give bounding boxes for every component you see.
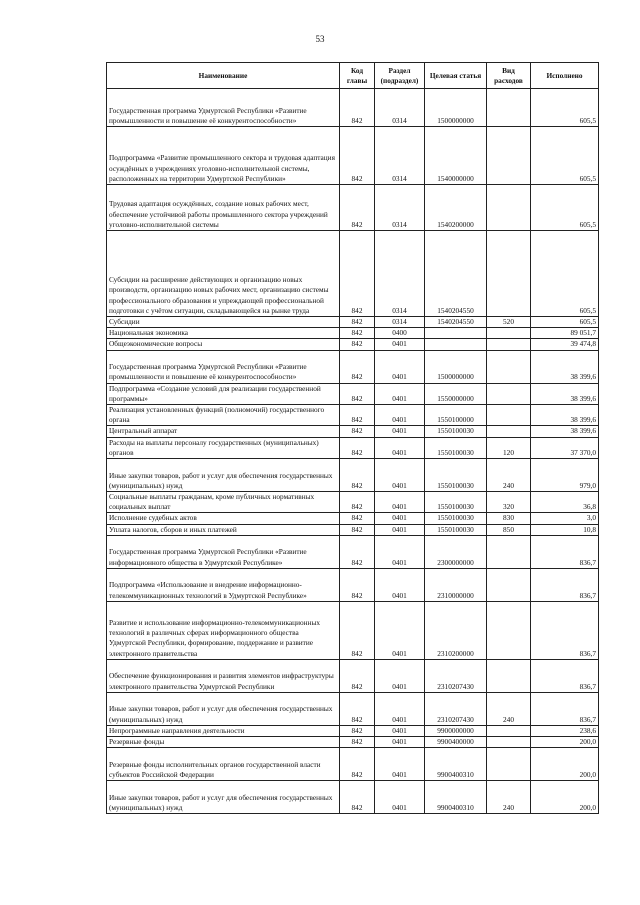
row-code: 842 — [340, 459, 375, 492]
row-executed: 10,8 — [531, 524, 599, 535]
row-section: 0314 — [375, 317, 425, 328]
row-target: 2310207430 — [425, 692, 487, 725]
row-code: 842 — [340, 328, 375, 339]
row-section: 0401 — [375, 524, 425, 535]
row-name: Развитие и использование информационно-телекоммуникационных технологий в различных сферах информационного общества Удмуртской Республики, формирование, поддержание и развитие электронного правительства — [107, 601, 340, 659]
row-expense-type — [487, 725, 531, 736]
row-target: 2300000000 — [425, 535, 487, 568]
table-row — [107, 659, 599, 692]
row-code: 842 — [340, 524, 375, 535]
row-expense-type — [487, 601, 531, 659]
table-row — [107, 339, 599, 350]
row-name: Подпрограмма «Создание условий для реализации государственной программы» — [107, 383, 340, 404]
header-target: Целевая статья — [425, 63, 487, 89]
row-target — [425, 339, 487, 350]
row-section: 0401 — [375, 737, 425, 748]
row-section: 0401 — [375, 568, 425, 601]
row-code: 842 — [340, 513, 375, 524]
row-name: Резервные фонды — [107, 737, 340, 748]
row-executed: 836,7 — [531, 601, 599, 659]
header-name: Наименование — [107, 63, 340, 89]
row-executed: 605,5 — [531, 231, 599, 317]
row-name: Обеспечение функционирования и развития элементов инфраструктуры электронного правительства Удмуртской Республики — [107, 659, 340, 692]
row-expense-type — [487, 659, 531, 692]
row-name: Иные закупки товаров, работ и услуг для обеспечения государственных (муниципальных) нужд — [107, 692, 340, 725]
row-executed: 836,7 — [531, 692, 599, 725]
row-section: 0401 — [375, 513, 425, 524]
table-row — [107, 350, 599, 383]
row-executed: 238,6 — [531, 725, 599, 736]
row-section: 0401 — [375, 492, 425, 513]
row-target: 1540204550 — [425, 231, 487, 317]
row-expense-type — [487, 328, 531, 339]
table-row — [107, 535, 599, 568]
table-row — [107, 513, 599, 524]
row-name: Исполнение судебных актов — [107, 513, 340, 524]
page-number: 53 — [315, 34, 325, 44]
row-target — [425, 328, 487, 339]
row-target: 1550100030 — [425, 437, 487, 458]
table-row — [107, 231, 599, 317]
row-code: 842 — [340, 692, 375, 725]
row-expense-type: 240 — [487, 781, 531, 814]
row-target: 9900400310 — [425, 748, 487, 781]
header-executed: Исполнено — [531, 63, 599, 89]
row-section: 0401 — [375, 692, 425, 725]
table-row — [107, 383, 599, 404]
row-name: Иные закупки товаров, работ и услуг для обеспечения государственных (муниципальных) нужд — [107, 459, 340, 492]
row-code: 842 — [340, 317, 375, 328]
row-executed: 200,0 — [531, 737, 599, 748]
row-code: 842 — [340, 437, 375, 458]
row-target: 2310000000 — [425, 568, 487, 601]
table-row — [107, 748, 599, 781]
row-section: 0400 — [375, 328, 425, 339]
row-code: 842 — [340, 535, 375, 568]
row-target: 1500000000 — [425, 89, 487, 127]
row-code: 842 — [340, 426, 375, 437]
row-expense-type: 240 — [487, 459, 531, 492]
row-expense-type — [487, 535, 531, 568]
row-name: Государственная программа Удмуртской Республики «Развитие информационного общества в Удмуртской Республике» — [107, 535, 340, 568]
row-name: Непрограммные направления деятельности — [107, 725, 340, 736]
row-target: 1550100030 — [425, 426, 487, 437]
row-section: 0401 — [375, 748, 425, 781]
row-executed: 38 399,6 — [531, 426, 599, 437]
header-section: Раздел (подраздел) — [375, 63, 425, 89]
row-executed: 605,5 — [531, 317, 599, 328]
row-expense-type — [487, 339, 531, 350]
row-section: 0401 — [375, 725, 425, 736]
row-expense-type: 120 — [487, 437, 531, 458]
row-code: 842 — [340, 383, 375, 404]
row-expense-type — [487, 383, 531, 404]
row-executed: 89 051,7 — [531, 328, 599, 339]
row-target: 1550100000 — [425, 405, 487, 426]
row-executed: 836,7 — [531, 568, 599, 601]
table-body — [107, 89, 599, 814]
row-target: 1550100030 — [425, 492, 487, 513]
row-executed: 979,0 — [531, 459, 599, 492]
row-code: 842 — [340, 725, 375, 736]
budget-execution-table — [106, 62, 599, 814]
row-code: 842 — [340, 405, 375, 426]
table-row — [107, 317, 599, 328]
table-row — [107, 725, 599, 736]
header-expense-type: Вид расходов — [487, 63, 531, 89]
row-expense-type — [487, 737, 531, 748]
row-section: 0401 — [375, 601, 425, 659]
row-name: Центральный аппарат — [107, 426, 340, 437]
table-row — [107, 405, 599, 426]
row-target: 1550000000 — [425, 383, 487, 404]
row-section: 0314 — [375, 89, 425, 127]
row-target: 1540204550 — [425, 317, 487, 328]
table-row — [107, 185, 599, 231]
table-row — [107, 524, 599, 535]
row-expense-type — [487, 748, 531, 781]
row-code: 842 — [340, 350, 375, 383]
row-name: Резервные фонды исполнительных органов государственной власти субъектов Российской Федерации — [107, 748, 340, 781]
row-section: 0401 — [375, 437, 425, 458]
row-name: Уплата налогов, сборов и иных платежей — [107, 524, 340, 535]
row-executed: 605,5 — [531, 185, 599, 231]
row-target: 1540000000 — [425, 127, 487, 185]
table-row — [107, 437, 599, 458]
row-expense-type — [487, 405, 531, 426]
row-expense-type: 830 — [487, 513, 531, 524]
row-name: Иные закупки товаров, работ и услуг для обеспечения государственных (муниципальных) нужд — [107, 781, 340, 814]
row-name: Государственная программа Удмуртской Республики «Развитие промышленности и повышение её конкурентоспособности» — [107, 89, 340, 127]
row-expense-type: 320 — [487, 492, 531, 513]
row-expense-type: 240 — [487, 692, 531, 725]
row-name: Подпрограмма «Использование и внедрение информационно-телекоммуникационных технологий в Удмуртской Республике» — [107, 568, 340, 601]
row-section: 0401 — [375, 339, 425, 350]
row-name: Субсидии — [107, 317, 340, 328]
row-expense-type — [487, 89, 531, 127]
table-row — [107, 692, 599, 725]
row-executed: 38 399,6 — [531, 405, 599, 426]
row-code: 842 — [340, 601, 375, 659]
row-executed: 39 474,8 — [531, 339, 599, 350]
row-code: 842 — [340, 231, 375, 317]
row-target: 9900400310 — [425, 781, 487, 814]
row-code: 842 — [340, 737, 375, 748]
row-name: Социальные выплаты гражданам, кроме публичных нормативных социальных выплат — [107, 492, 340, 513]
row-target: 1540200000 — [425, 185, 487, 231]
table-row — [107, 426, 599, 437]
row-code: 842 — [340, 568, 375, 601]
header-code: Код главы — [340, 63, 375, 89]
row-code: 842 — [340, 127, 375, 185]
row-code: 842 — [340, 492, 375, 513]
row-executed: 38 399,6 — [531, 350, 599, 383]
row-executed: 836,7 — [531, 659, 599, 692]
row-code: 842 — [340, 185, 375, 231]
table-row — [107, 328, 599, 339]
row-section: 0401 — [375, 426, 425, 437]
row-section: 0401 — [375, 659, 425, 692]
row-section: 0401 — [375, 781, 425, 814]
row-expense-type — [487, 426, 531, 437]
table-row — [107, 781, 599, 814]
row-code: 842 — [340, 748, 375, 781]
row-target: 1550100030 — [425, 459, 487, 492]
row-target: 2310200000 — [425, 601, 487, 659]
row-name: Национальная экономика — [107, 328, 340, 339]
table-row — [107, 127, 599, 185]
row-name: Субсидии на расширение действующих и организацию новых производств, организацию новых рабочих мест, организацию системы профессионального образования и упреждающей профессиональной подготовки с учётом ситуации, складывающейся на рынке труда — [107, 231, 340, 317]
row-expense-type — [487, 127, 531, 185]
row-target: 1550100030 — [425, 524, 487, 535]
row-expense-type: 520 — [487, 317, 531, 328]
row-section: 0401 — [375, 459, 425, 492]
row-name: Трудовая адаптация осуждённых, создание новых рабочих мест, обеспечение устойчивой работы промышленного сектора учреждений уголовно-исполнительной системы — [107, 185, 340, 231]
table-row — [107, 89, 599, 127]
row-name: Подпрограмма «Развитие промышленного сектора и трудовая адаптация осуждённых в учреждениях уголовно-исполнительной системы, расположенных на территории Удмуртской Республики» — [107, 127, 340, 185]
row-expense-type: 850 — [487, 524, 531, 535]
row-executed: 37 370,0 — [531, 437, 599, 458]
row-code: 842 — [340, 659, 375, 692]
table-header-row — [107, 63, 599, 89]
row-section: 0401 — [375, 383, 425, 404]
table-row — [107, 568, 599, 601]
row-section: 0314 — [375, 127, 425, 185]
table-row — [107, 459, 599, 492]
table-row — [107, 492, 599, 513]
row-name: Государственная программа Удмуртской Республики «Развитие промышленности и повышение её конкурентоспособности» — [107, 350, 340, 383]
row-target: 1500000000 — [425, 350, 487, 383]
row-executed: 3,0 — [531, 513, 599, 524]
table-row — [107, 737, 599, 748]
row-section: 0314 — [375, 185, 425, 231]
row-section: 0401 — [375, 405, 425, 426]
row-section: 0401 — [375, 350, 425, 383]
row-code: 842 — [340, 781, 375, 814]
table-row — [107, 601, 599, 659]
row-name: Расходы на выплаты персоналу государственных (муниципальных) органов — [107, 437, 340, 458]
row-expense-type — [487, 231, 531, 317]
row-expense-type — [487, 185, 531, 231]
row-expense-type — [487, 568, 531, 601]
row-executed: 605,5 — [531, 89, 599, 127]
row-executed: 38 399,6 — [531, 383, 599, 404]
row-section: 0314 — [375, 231, 425, 317]
row-executed: 200,0 — [531, 781, 599, 814]
row-expense-type — [487, 350, 531, 383]
row-executed: 200,0 — [531, 748, 599, 781]
row-executed: 36,8 — [531, 492, 599, 513]
row-section: 0401 — [375, 535, 425, 568]
row-name: Общеэкономические вопросы — [107, 339, 340, 350]
row-target: 9900000000 — [425, 725, 487, 736]
row-target: 2310207430 — [425, 659, 487, 692]
row-executed: 836,7 — [531, 535, 599, 568]
row-code: 842 — [340, 339, 375, 350]
row-name: Реализация установленных функций (полномочий) государственного органа — [107, 405, 340, 426]
row-target: 9900400000 — [425, 737, 487, 748]
row-target: 1550100030 — [425, 513, 487, 524]
row-executed: 605,5 — [531, 127, 599, 185]
row-code: 842 — [340, 89, 375, 127]
